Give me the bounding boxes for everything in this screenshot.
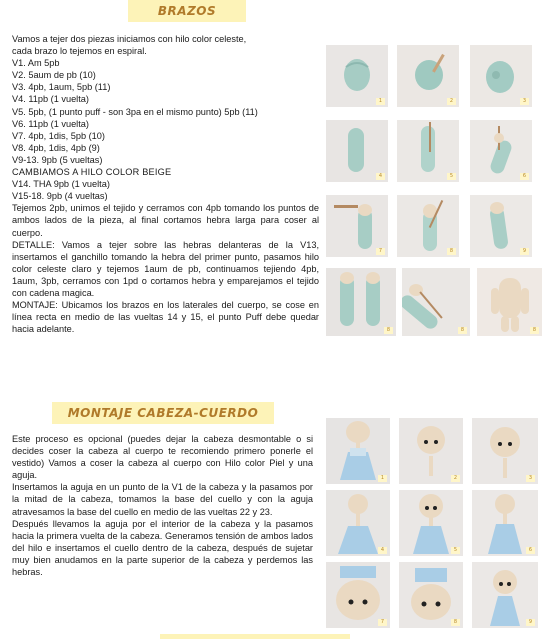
doll-photo-4 (326, 490, 390, 556)
photo-number: 2 (447, 98, 456, 105)
text-line: V2. 5aum de pb (10) (12, 70, 96, 81)
text-line: Vamos a tejer dos piezas iniciamos con hilo color celeste, (12, 34, 247, 44)
text-line: V4. 11pb (1 vuelta) (12, 94, 89, 105)
arm-photo-6 (470, 120, 532, 182)
photo-number: 8 (530, 327, 539, 334)
paragraph: Tejemos 2pb, unimos el tejido y cerramos con 4pb tomando los puntos de ambos lados de la pieza, al final cortamos hebra larga para coser al cuerpo. (12, 203, 319, 238)
photo-number: 6 (520, 173, 529, 180)
arm-photo-3 (470, 45, 532, 107)
photo-number: 7 (378, 619, 387, 626)
text-line: V1. Am 5pb (12, 58, 60, 69)
photo-number: 8 (451, 619, 460, 626)
decorative-strip (160, 634, 350, 639)
text-line: V5. 5pb, (1 punto puff - son 3pa en el mismo punto) 5pb (11) (12, 106, 258, 117)
brazos-instructions (12, 33, 319, 335)
photo-number: 5 (451, 547, 460, 554)
doll-photo-2 (399, 418, 463, 484)
doll-photo-5 (399, 490, 463, 556)
photo-number: 8 (447, 248, 456, 255)
text-line: V9-13. 9pb (5 vueltas) (12, 154, 103, 165)
doll-photo-7 (326, 562, 390, 628)
photo-number: 7 (376, 248, 385, 255)
text-line: CAMBIAMOS A HILO COLOR BEIGE (12, 167, 172, 178)
text-line: V14. THA 9pb (1 vuelta) (12, 179, 110, 190)
paragraph: Este proceso es opcional (puedes dejar la cabeza desmontable o si decides coser la cabeza al cuerpo te recomiendo primero ponerle el vestido) Vamos a coser la cabeza al cuerpo con Hilo color Piel y una aguja. (12, 434, 313, 481)
arm-photo-10 (326, 268, 396, 336)
photo-number: 1 (378, 475, 387, 482)
photo-number: 9 (526, 619, 535, 626)
arm-photo-12 (477, 268, 542, 336)
text-line: V15-18. 9pb (4 vueltas) (12, 191, 108, 202)
doll-photo-8 (399, 562, 463, 628)
photo-number: 9 (520, 248, 529, 255)
photo-number: 4 (378, 547, 387, 554)
section-title-montaje: MONTAJE CABEZA-CUERDO (52, 402, 274, 424)
arm-photo-1 (326, 45, 388, 107)
text-line: cada brazo lo tejemos en espiral. (12, 46, 147, 57)
photo-number: 1 (376, 98, 385, 105)
photo-number: 8 (458, 327, 467, 334)
doll-photo-9 (472, 562, 538, 628)
arm-photo-4 (326, 120, 388, 182)
text-line: V8. 4pb, 1dis, 4pb (9) (12, 142, 100, 153)
doll-photo-3 (472, 418, 538, 484)
text-line: V6. 11pb (1 vuelta) (12, 118, 89, 129)
photo-number: 2 (451, 475, 460, 482)
paragraph: Después llevamos la aguja por el interior de la cabeza y la pasamos hacia la primera vuelta de la cabeza. Generamos tensión de ambos lados del hilo e insertamos el cuello dentro de la cabeza, después de sujetar muy bien anudamos en la parte superior de la cabeza y perdemos las hebras. (12, 518, 313, 578)
arm-photo-8 (397, 195, 459, 257)
photo-number: 4 (376, 173, 385, 180)
doll-photo-1 (326, 418, 390, 484)
arm-photo-11 (402, 268, 470, 336)
montaje-instructions (12, 433, 313, 578)
photo-number: 6 (526, 547, 535, 554)
arm-photo-5 (397, 120, 459, 182)
photo-number: 5 (447, 173, 456, 180)
text-line: V7. 4pb, 1dis, 5pb (10) (12, 130, 105, 141)
photo-number: 3 (520, 98, 529, 105)
section-title-brazos: BRAZOS (128, 0, 246, 22)
photo-number: 3 (526, 475, 535, 482)
arm-photo-2 (397, 45, 459, 107)
photo-number: 8 (384, 327, 393, 334)
arm-photo-7 (326, 195, 388, 257)
text-line: V3. 4pb, 1aum, 5pb (11) (12, 82, 111, 93)
arm-photo-9 (470, 195, 532, 257)
paragraph: DETALLE: Vamos a tejer sobre las hebras delanteras de la V13, insertamos el ganchillo tomando la hebra del primer punto, pasamos hilo color celeste claro y tejemos 1aum de pb, continuamos tejiendo 4pb, 1aum, 3pb, cerramos con 1pd o cortamos hebra y emparejamos el tejido con cadena magica. (12, 239, 319, 298)
paragraph: Insertamos la aguja en un punto de la V1 de la cabeza y la pasamos por la mitad de la cabeza, tomamos la base del cuello y con la aguja atravesamos la base del cuello en medio de las vueltas 22 y 23. (12, 482, 313, 517)
doll-photo-6 (472, 490, 538, 556)
paragraph: MONTAJE: Ubicamos los brazos en los laterales del cuerpo, se cose en línea recta en medio de las vueltas 14 y 15, el punto Puff debe quedar hacia adelante. (12, 300, 319, 335)
